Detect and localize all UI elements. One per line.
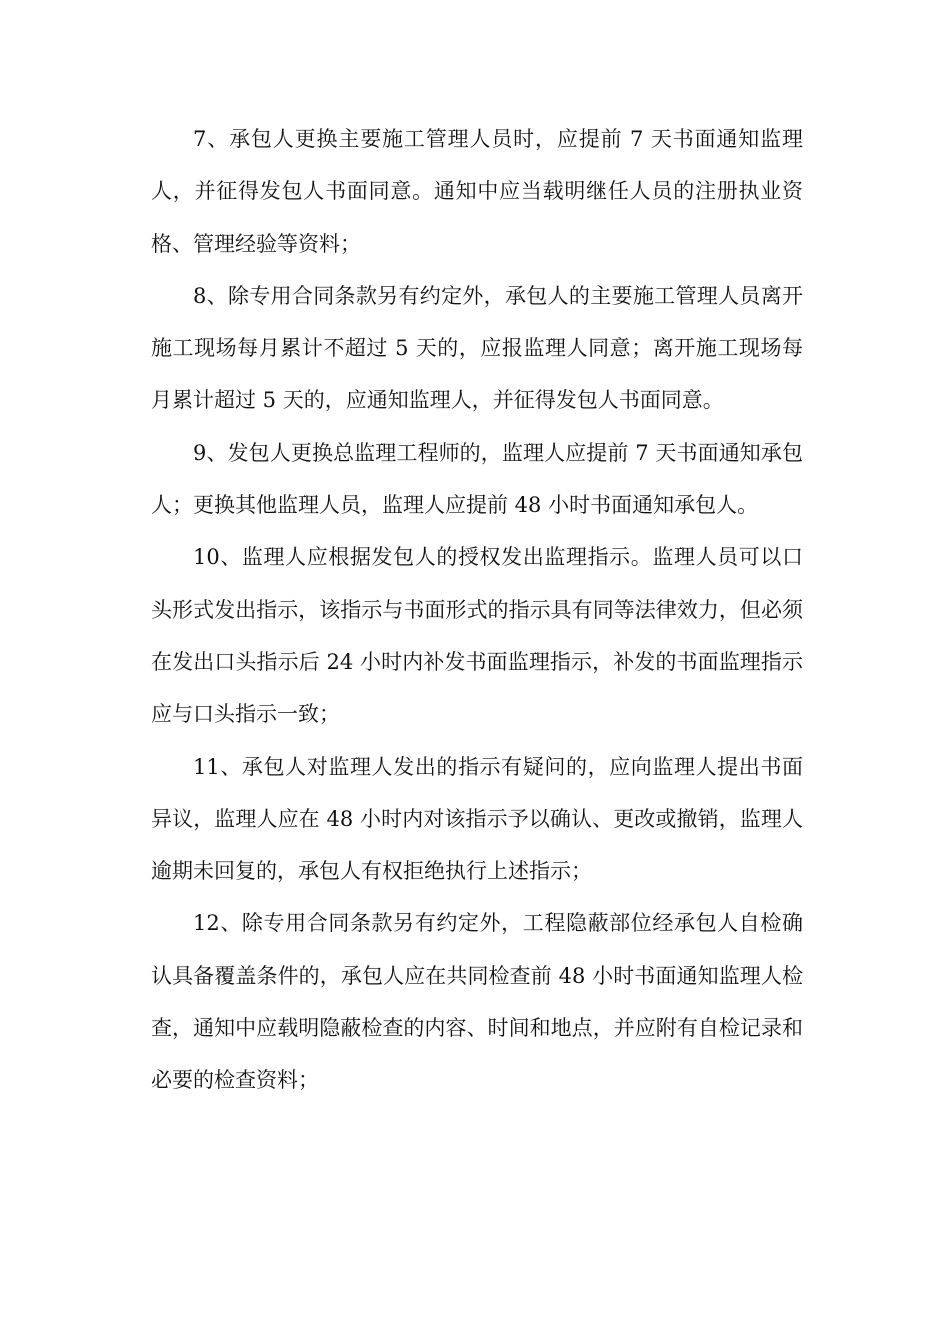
clause-11-paragraph: 11、承包人对监理人发出的指示有疑问的，应向监理人提出书面异议，监理人应在 48 小时内对该指示予以确认、更改或撤销，监理人逾期未回复的，承包人有权拒绝执行上述指示；: [151, 754, 803, 884]
clause-9-paragraph: 9、发包人更换总监理工程师的，监理人应提前 7 天书面通知承包人；更换其他监理人员，监理人应提前 48 小时书面通知承包人。: [151, 440, 803, 518]
clause-10-paragraph: 10、监理人应根据发包人的授权发出监理指示。监理人员可以口头形式发出指示，该指示与书面形式的指示具有同等法律效力，但必须在发出口头指示后 24 小时内补发书面监理指示，补发的书面监理指示应与口头指示一致；: [151, 545, 803, 727]
document-body: [151, 113, 803, 1107]
clause-7-paragraph: 7、承包人更换主要施工管理人员时，应提前 7 天书面通知监理人，并征得发包人书面同意。通知中应当载明继任人员的注册执业资格、管理经验等资料；: [151, 127, 803, 256]
clause-8-paragraph: 8、除专用合同条款另有约定外，承包人的主要施工管理人员离开施工现场每月累计不超过 5 天的，应报监理人同意；离开施工现场每月累计超过 5 天的，应通知监理人，并征得发包人书面同意。: [151, 283, 803, 413]
clause-12-paragraph: 12、除专用合同条款另有约定外，工程隐蔽部位经承包人自检确认具备覆盖条件的，承包人应在共同检查前 48 小时书面通知监理人检查，通知中应载明隐蔽检查的内容、时间和地点，并应附有自检记录和必要的检查资料；: [151, 911, 803, 1093]
